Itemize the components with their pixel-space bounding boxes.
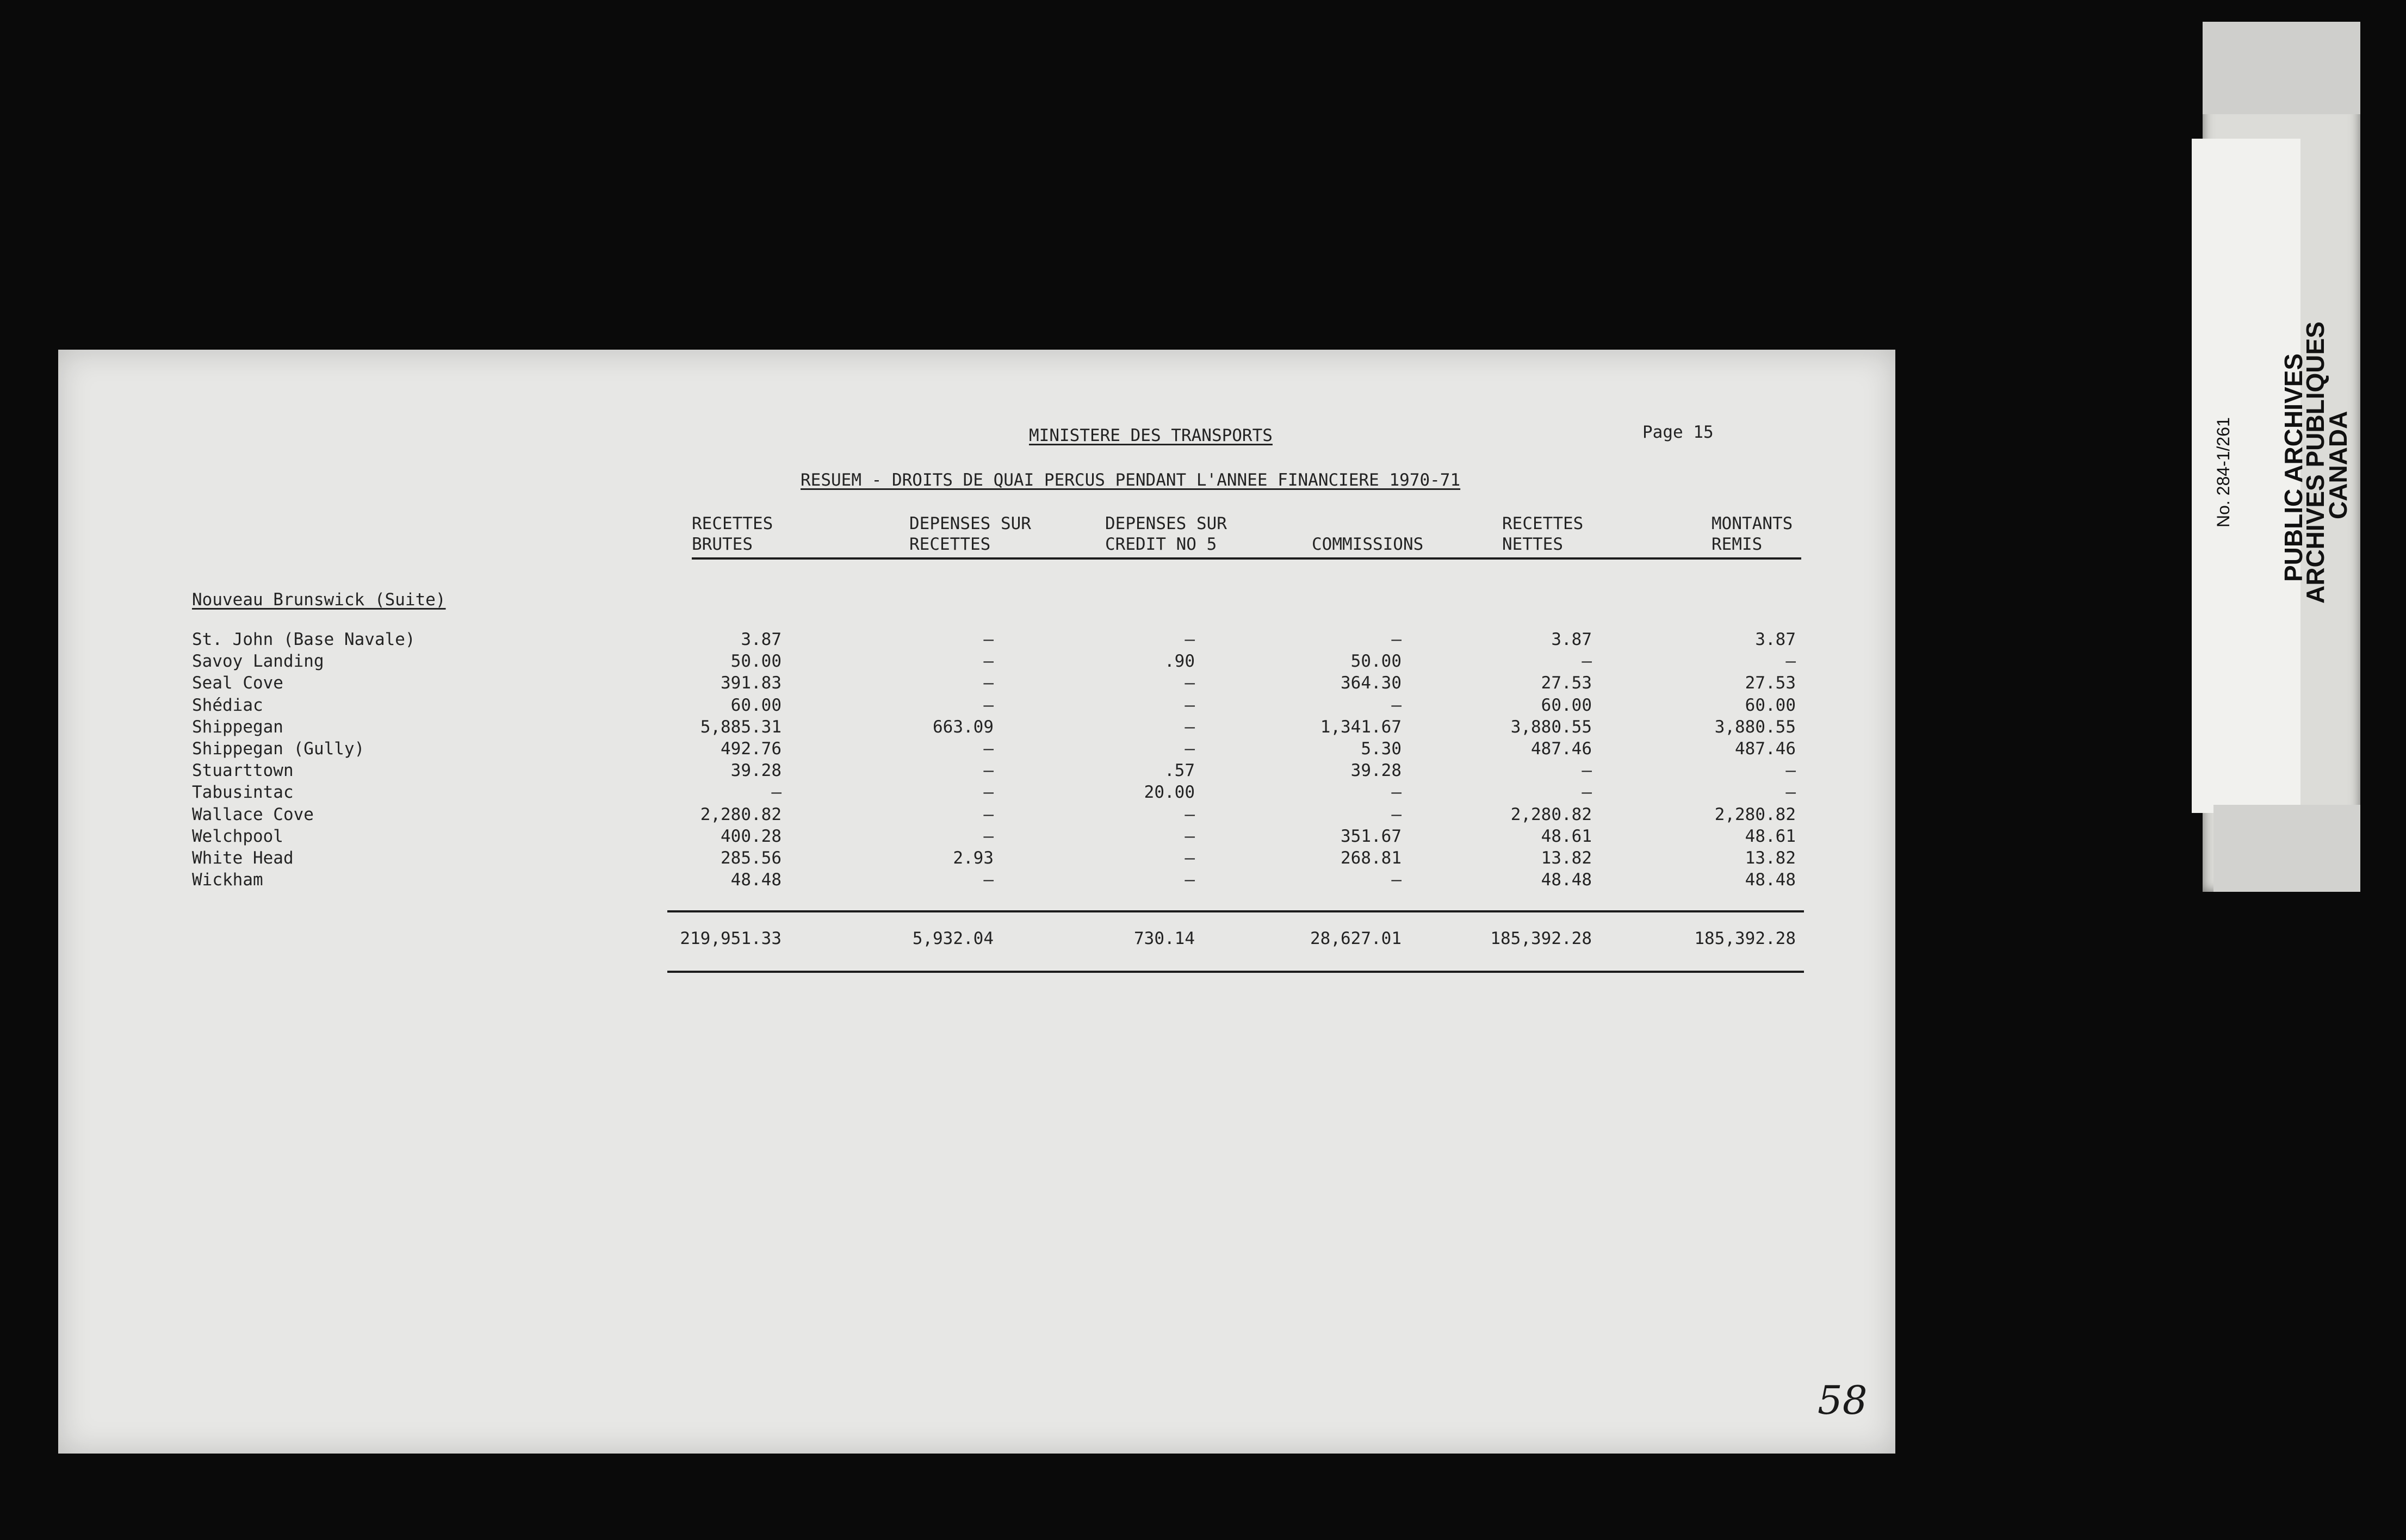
column-header-5-line1: RECETTES xyxy=(1502,514,1584,533)
row-cell: — xyxy=(983,673,994,693)
row-cell: — xyxy=(983,739,994,759)
row-cell: — xyxy=(983,870,994,890)
column-header-2-line1: DEPENSES SUR xyxy=(909,514,1031,533)
column-header-4-line2: COMMISSIONS xyxy=(1312,535,1424,554)
tab-top-fold xyxy=(2203,22,2360,114)
header-underline xyxy=(692,557,1801,560)
total-cell: 730.14 xyxy=(1134,929,1195,948)
row-cell: — xyxy=(983,804,994,824)
row-cell: 60.00 xyxy=(730,695,782,715)
row-cell: 2.93 xyxy=(953,848,994,868)
document-page xyxy=(58,350,1895,1454)
row-cell: 27.53 xyxy=(1541,673,1592,693)
row-cell: 400.28 xyxy=(721,826,782,846)
tab-bottom-fold xyxy=(2213,805,2360,892)
row-cell: 5.30 xyxy=(1361,739,1402,759)
row-cell: 20.00 xyxy=(1144,783,1195,803)
ministry-heading: MINISTERE DES TRANSPORTS xyxy=(1029,426,1273,445)
archive-line-2: ARCHIVES PUBLIQUES xyxy=(2301,321,2329,604)
row-cell: 391.83 xyxy=(721,673,782,693)
total-cell: 5,932.04 xyxy=(912,929,994,948)
row-name: Wickham xyxy=(192,870,263,890)
total-cell: 28,627.01 xyxy=(1310,929,1402,948)
section-heading: Nouveau Brunswick (Suite) xyxy=(192,590,446,610)
row-cell: — xyxy=(1391,630,1402,649)
row-name: Wallace Cove xyxy=(192,804,314,824)
row-name: Shippegan xyxy=(192,717,283,737)
total-cell: 219,951.33 xyxy=(680,929,782,948)
row-cell: 3,880.55 xyxy=(1510,717,1592,737)
row-cell: — xyxy=(983,630,994,649)
totals-top-rule xyxy=(667,910,1804,912)
document-title: RESUEM - DROITS DE QUAI PERCUS PENDANT L'ANNEE FINANCIERE 1970-71 xyxy=(801,470,1461,490)
row-cell: 50.00 xyxy=(730,651,782,672)
row-cell: — xyxy=(1185,717,1195,737)
row-cell: 268.81 xyxy=(1341,848,1402,868)
row-cell: 285.56 xyxy=(721,848,782,868)
archive-number: No. 284-1/261 xyxy=(2213,417,2233,527)
row-cell: 48.61 xyxy=(1745,826,1796,846)
column-header-1-line2: BRUTES xyxy=(692,535,753,554)
row-cell: — xyxy=(1185,630,1195,649)
row-cell: 48.48 xyxy=(1541,870,1592,890)
row-cell: — xyxy=(1185,739,1195,759)
archive-line-1: PUBLIC ARCHIVES xyxy=(2279,353,2308,582)
row-name: Tabusintac xyxy=(192,783,294,803)
row-cell: 60.00 xyxy=(1745,695,1796,715)
total-cell: 185,392.28 xyxy=(1490,929,1592,948)
row-name: Shédiac xyxy=(192,695,263,715)
column-header-3-line2: CREDIT NO 5 xyxy=(1105,535,1217,554)
row-cell: 39.28 xyxy=(730,761,782,781)
row-cell: 2,280.82 xyxy=(1714,804,1796,824)
row-cell: 2,280.82 xyxy=(1510,804,1592,824)
column-header-6-line2: REMIS xyxy=(1712,535,1763,554)
row-name: Seal Cove xyxy=(192,673,283,693)
row-cell: — xyxy=(1185,870,1195,890)
column-header-3-line1: DEPENSES SUR xyxy=(1105,514,1227,533)
row-cell: 2,280.82 xyxy=(700,804,782,824)
row-cell: 50.00 xyxy=(1350,651,1402,672)
row-cell: — xyxy=(983,761,994,781)
row-cell: 60.00 xyxy=(1541,695,1592,715)
row-cell: 39.28 xyxy=(1350,761,1402,781)
row-cell: — xyxy=(983,695,994,715)
row-cell: — xyxy=(983,651,994,672)
row-name: Shippegan (Gully) xyxy=(192,739,365,759)
row-cell: 3,880.55 xyxy=(1714,717,1796,737)
column-header-5-line2: NETTES xyxy=(1502,535,1563,554)
row-name: St. John (Base Navale) xyxy=(192,630,416,649)
row-cell: — xyxy=(1582,651,1592,672)
row-cell: 5,885.31 xyxy=(700,717,782,737)
row-cell: 3.87 xyxy=(1755,630,1796,649)
row-cell: — xyxy=(1582,761,1592,781)
archive-line-3: CANADA xyxy=(2324,411,2352,519)
archive-tab xyxy=(2203,22,2360,892)
row-cell: — xyxy=(771,783,782,803)
row-cell: 1,341.67 xyxy=(1320,717,1402,737)
row-cell: 13.82 xyxy=(1541,848,1592,868)
page-number: Page 15 xyxy=(1642,423,1714,442)
column-header-1-line1: RECETTES xyxy=(692,514,773,533)
row-cell: — xyxy=(1582,783,1592,803)
row-name: White Head xyxy=(192,848,294,868)
row-cell: — xyxy=(1785,761,1796,781)
row-cell: — xyxy=(1185,673,1195,693)
row-cell: .57 xyxy=(1164,761,1195,781)
row-name: Stuarttown xyxy=(192,761,294,781)
row-cell: 663.09 xyxy=(933,717,994,737)
row-cell: — xyxy=(1785,783,1796,803)
row-cell: 3.87 xyxy=(741,630,782,649)
row-cell: 13.82 xyxy=(1745,848,1796,868)
row-cell: 27.53 xyxy=(1745,673,1796,693)
row-cell: .90 xyxy=(1164,651,1195,672)
row-cell: 364.30 xyxy=(1341,673,1402,693)
row-name: Welchpool xyxy=(192,826,283,846)
row-cell: 492.76 xyxy=(721,739,782,759)
row-cell: 48.61 xyxy=(1541,826,1592,846)
row-cell: — xyxy=(1185,804,1195,824)
row-cell: — xyxy=(1785,651,1796,672)
row-cell: — xyxy=(1185,826,1195,846)
column-header-2-line2: RECETTES xyxy=(909,535,991,554)
row-name: Savoy Landing xyxy=(192,651,324,672)
row-cell: 351.67 xyxy=(1341,826,1402,846)
total-cell: 185,392.28 xyxy=(1694,929,1796,948)
handwritten-page-number: 58 xyxy=(1818,1377,1868,1423)
row-cell: — xyxy=(983,826,994,846)
row-cell: — xyxy=(1391,804,1402,824)
row-cell: — xyxy=(1185,848,1195,868)
row-cell: 48.48 xyxy=(730,870,782,890)
row-cell: — xyxy=(1391,783,1402,803)
row-cell: — xyxy=(983,783,994,803)
row-cell: — xyxy=(1391,695,1402,715)
row-cell: — xyxy=(1185,695,1195,715)
row-cell: 3.87 xyxy=(1551,630,1592,649)
row-cell: — xyxy=(1391,870,1402,890)
row-cell: 487.46 xyxy=(1531,739,1592,759)
row-cell: 487.46 xyxy=(1735,739,1796,759)
totals-bottom-rule xyxy=(667,971,1804,973)
row-cell: 48.48 xyxy=(1745,870,1796,890)
column-header-6-line1: MONTANTS xyxy=(1712,514,1793,533)
